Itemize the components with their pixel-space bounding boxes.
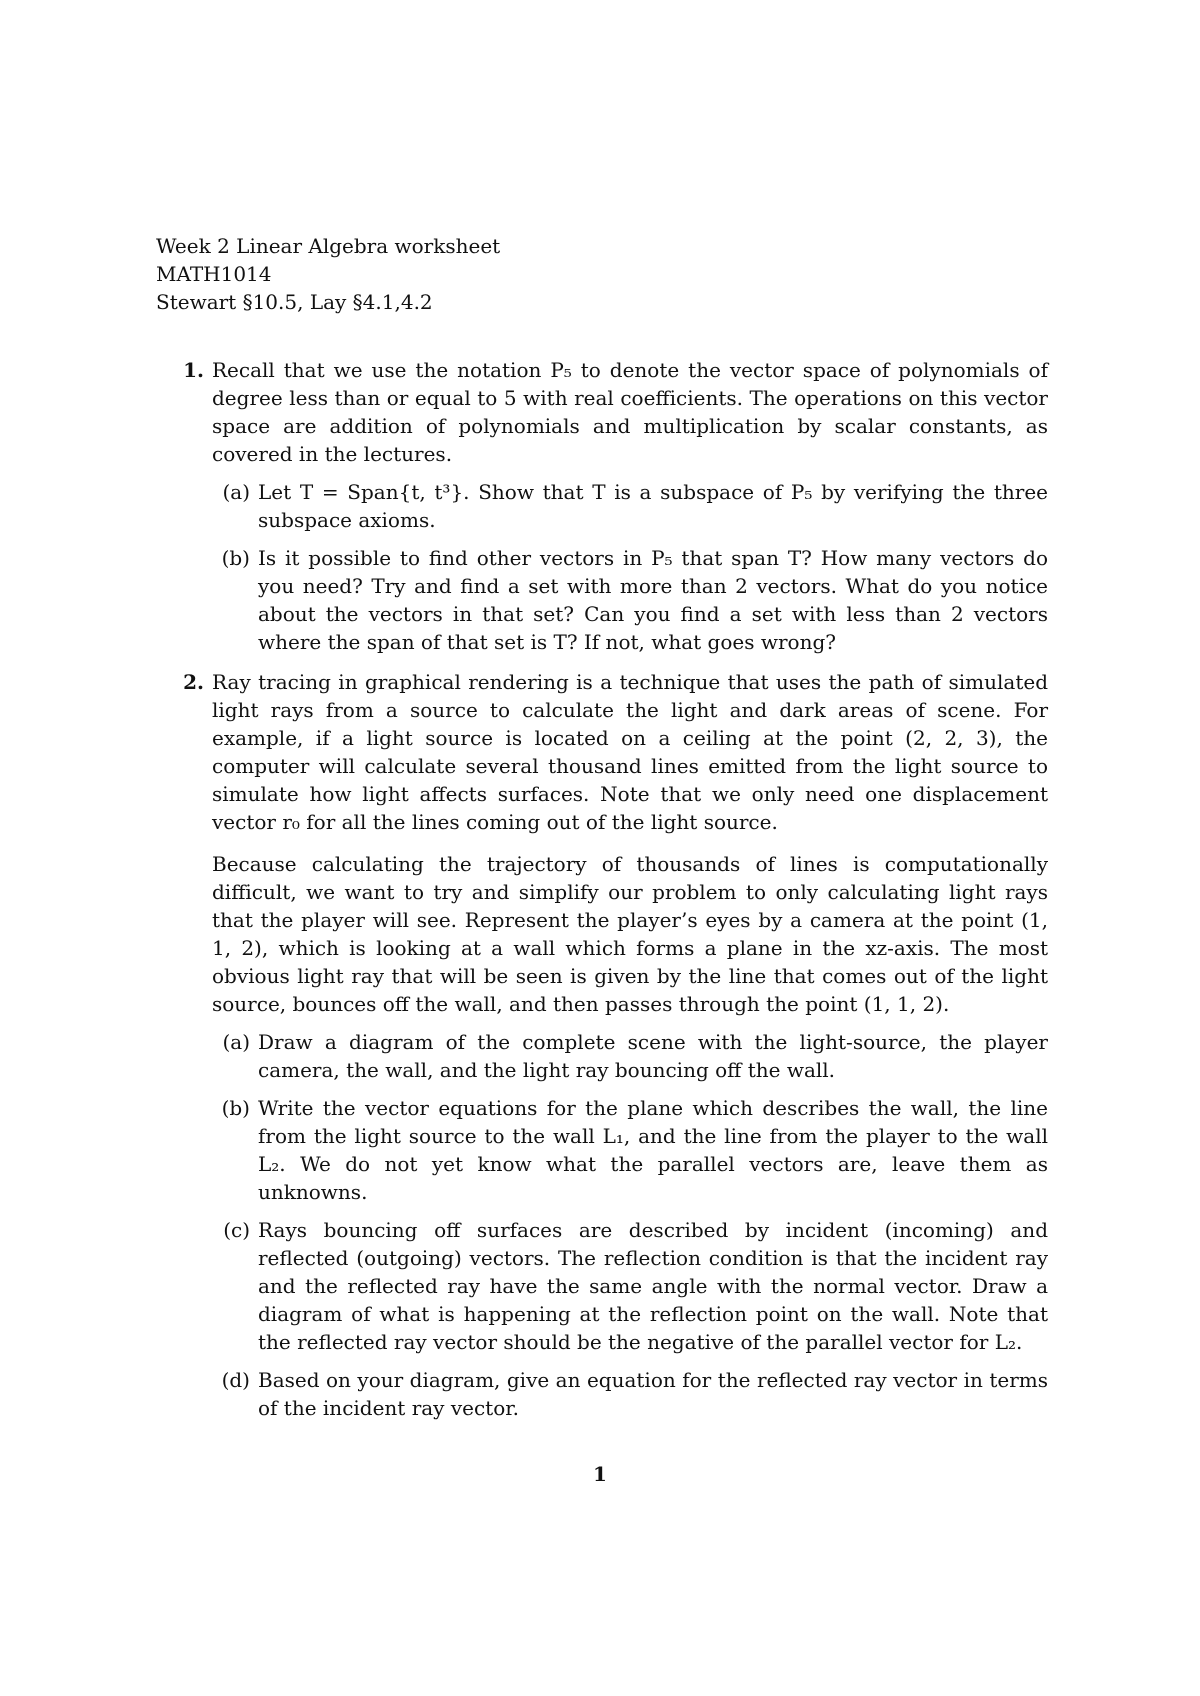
question-content — [212, 356, 1048, 656]
part-label: (c) — [223, 1218, 250, 1242]
worksheet-body — [156, 356, 1048, 1422]
part-label: (a) — [222, 480, 250, 504]
question-1 — [156, 356, 1048, 656]
question-2c — [212, 1216, 1048, 1356]
worksheet-header — [156, 232, 1056, 316]
question-number: 1. — [183, 358, 204, 382]
part-label: (b) — [221, 546, 250, 570]
page-number: 1 — [593, 1462, 607, 1486]
part-text: Let T = Span{t, t³}. Show that T is a subspace of P₅ by verifying the three subspace axioms. — [258, 480, 1048, 532]
question-1b — [212, 544, 1048, 656]
part-text: Based on your diagram, give an equation for the reflected ray vector in terms of the incident ray vector. — [258, 1368, 1048, 1420]
part-text: Is it possible to find other vectors in P₅ that span T? How many vectors do you need? Try and find a set with more than 2 vectors. What do you notice about the vectors in that set? Can you find a set with less than 2 vectors where the span of that set is T? If not, what goes wrong? — [258, 546, 1048, 654]
part-label: (b) — [221, 1096, 250, 1120]
part-text: Draw a diagram of the complete scene with the light-source, the player camera, the wall, and the light ray bouncing off the wall. — [258, 1030, 1048, 1082]
part-text: Rays bouncing off surfaces are described by incident (incoming) and reflected (outgoing) vectors. The reflection condition is that the incident ray and the reflected ray have the same angle with the normal vector. Draw a diagram of what is happening at the reflection point on the wall. Note that the reflected ray vector should be the negative of the parallel vector for L₂. — [258, 1218, 1048, 1354]
part-label: (a) — [222, 1030, 250, 1054]
question-1a — [212, 478, 1048, 534]
question-text: Recall that we use the notation P₅ to denote the vector space of polynomials of degree less than or equal to 5 with real coefficients. The operations on this vector space are addition of polynomials and multiplication by scalar constants, as covered in the lectures. — [212, 358, 1048, 466]
part-text: Write the vector equations for the plane which describes the wall, the line from the light source to the wall L₁, and the line from the player to the wall L₂. We do not yet know what the parallel vectors are, leave them as unknowns. — [258, 1096, 1048, 1204]
question-2b — [212, 1094, 1048, 1206]
question-2 — [156, 668, 1048, 1422]
course-code: MATH1014 — [156, 262, 272, 286]
question-2d — [212, 1366, 1048, 1422]
question-2a — [212, 1028, 1048, 1084]
worksheet-title: Week 2 Linear Algebra worksheet — [156, 234, 501, 258]
question-text-continued: Because calculating the trajectory of thousands of lines is computationally difficult, we want to try and simplify our problem to only calculating light rays that the player will see. Represent the player’s eyes by a camera at the point (1, 1, 2), which is looking at a wall which forms a plane in the xz-axis. The most obvious light ray that will be seen is given by the line that comes out of the light source, bounces off the wall, and then passes through the point (1, 1, 2). — [212, 852, 1048, 1016]
question-text: Ray tracing in graphical rendering is a technique that uses the path of simulated light rays from a source to calculate the light and dark areas of scene. For example, if a light source is located on a ceiling at the point (2, 2, 3), the computer will calculate several thousand lines emitted from the light source to simulate how light affects surfaces. Note that we only need one displacement vector r₀ for all the lines coming out of the light source. — [212, 670, 1048, 834]
question-content — [212, 668, 1048, 1422]
question-number: 2. — [183, 670, 204, 694]
textbook-reference: Stewart §10.5, Lay §4.1,4.2 — [156, 290, 433, 314]
part-label: (d) — [221, 1368, 250, 1392]
